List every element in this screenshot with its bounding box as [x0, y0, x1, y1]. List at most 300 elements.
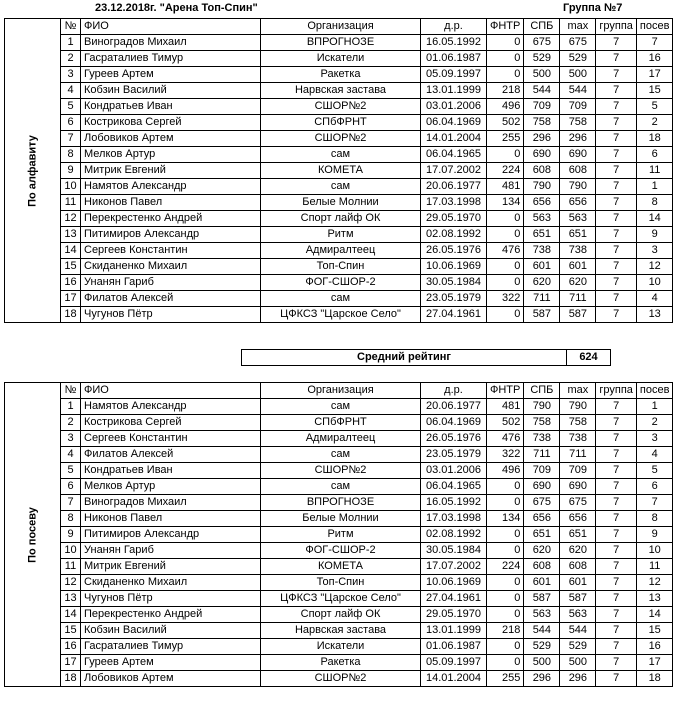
cell-group: 7 [596, 147, 637, 163]
table-row [5, 399, 673, 415]
table-row [5, 655, 673, 671]
table-row [5, 275, 673, 291]
cell-num: 4 [61, 447, 81, 463]
cell-max: 709 [560, 463, 596, 479]
cell-num: 15 [61, 259, 81, 275]
cell-seed: 10 [636, 543, 673, 559]
cell-max: 690 [560, 479, 596, 495]
cell-birthdate: 05.09.1997 [421, 67, 487, 83]
cell-group: 7 [596, 227, 637, 243]
cell-seed: 6 [636, 147, 673, 163]
cell-name: Сергеев Константин [81, 243, 261, 259]
cell-num: 13 [61, 227, 81, 243]
cell-name: Филатов Алексей [81, 291, 261, 307]
cell-spb: 500 [524, 655, 560, 671]
cell-seed: 13 [636, 307, 673, 323]
cell-org: КОМЕТА [261, 559, 421, 575]
cell-spb: 500 [524, 67, 560, 83]
cell-group: 7 [596, 195, 637, 211]
average-rating-label: Средний рейтинг [242, 350, 567, 366]
column-header-num: № [61, 19, 81, 35]
cell-seed: 15 [636, 623, 673, 639]
cell-seed: 17 [636, 655, 673, 671]
seeding-table [4, 382, 673, 687]
cell-seed: 2 [636, 115, 673, 131]
cell-seed: 18 [636, 131, 673, 147]
cell-num: 8 [61, 511, 81, 527]
cell-spb: 690 [524, 479, 560, 495]
cell-group: 7 [596, 639, 637, 655]
cell-seed: 5 [636, 463, 673, 479]
cell-group: 7 [596, 99, 637, 115]
cell-num: 6 [61, 479, 81, 495]
cell-org: сам [261, 399, 421, 415]
cell-fntr: 502 [487, 115, 524, 131]
cell-fntr: 218 [487, 623, 524, 639]
cell-birthdate: 13.01.1999 [421, 83, 487, 99]
cell-seed: 8 [636, 511, 673, 527]
cell-num: 9 [61, 527, 81, 543]
column-header-seed: посев [636, 383, 673, 399]
cell-num: 10 [61, 179, 81, 195]
cell-org: Адмиралтеец [261, 431, 421, 447]
cell-birthdate: 10.06.1969 [421, 259, 487, 275]
cell-org: СШОР№2 [261, 671, 421, 687]
header-row [5, 383, 673, 399]
table-row [5, 179, 673, 195]
cell-fntr: 481 [487, 399, 524, 415]
cell-fntr: 0 [487, 543, 524, 559]
cell-name: Митрик Евгений [81, 163, 261, 179]
cell-birthdate: 26.05.1976 [421, 243, 487, 259]
table-row [5, 131, 673, 147]
cell-name: Кондратьев Иван [81, 463, 261, 479]
cell-org: СШОР№2 [261, 463, 421, 479]
column-header-group: группа [596, 19, 637, 35]
cell-name: Чугунов Пётр [81, 307, 261, 323]
cell-name: Виноградов Михаил [81, 35, 261, 51]
cell-org: Ракетка [261, 67, 421, 83]
column-header-name: ФИО [81, 383, 261, 399]
cell-max: 690 [560, 147, 596, 163]
cell-org: Нарвская застава [261, 623, 421, 639]
cell-max: 711 [560, 447, 596, 463]
table-row [5, 99, 673, 115]
cell-birthdate: 17.03.1998 [421, 195, 487, 211]
cell-spb: 709 [524, 463, 560, 479]
cell-org: СПбФРНТ [261, 415, 421, 431]
column-header-birthdate: д.р. [421, 19, 487, 35]
column-header-fntr: ФНТР [487, 19, 524, 35]
cell-group: 7 [596, 655, 637, 671]
table-row [5, 527, 673, 543]
cell-fntr: 0 [487, 575, 524, 591]
cell-group: 7 [596, 51, 637, 67]
cell-max: 563 [560, 211, 596, 227]
cell-max: 709 [560, 99, 596, 115]
cell-org: ФОГ-СШОР-2 [261, 543, 421, 559]
cell-spb: 738 [524, 243, 560, 259]
cell-spb: 544 [524, 623, 560, 639]
cell-group: 7 [596, 67, 637, 83]
cell-max: 587 [560, 591, 596, 607]
cell-birthdate: 20.06.1977 [421, 399, 487, 415]
cell-spb: 620 [524, 275, 560, 291]
cell-num: 18 [61, 671, 81, 687]
cell-org: ВПРОГНОЗЕ [261, 35, 421, 51]
cell-name: Питимиров Александр [81, 527, 261, 543]
cell-max: 563 [560, 607, 596, 623]
cell-spb: 563 [524, 211, 560, 227]
cell-seed: 14 [636, 211, 673, 227]
cell-fntr: 0 [487, 211, 524, 227]
cell-max: 544 [560, 83, 596, 99]
cell-birthdate: 27.04.1961 [421, 591, 487, 607]
cell-group: 7 [596, 415, 637, 431]
cell-birthdate: 01.06.1987 [421, 51, 487, 67]
cell-birthdate: 23.05.1979 [421, 291, 487, 307]
cell-name: Намятов Александр [81, 399, 261, 415]
cell-group: 7 [596, 399, 637, 415]
cell-fntr: 0 [487, 607, 524, 623]
cell-num: 1 [61, 35, 81, 51]
cell-max: 620 [560, 275, 596, 291]
table-row [5, 639, 673, 655]
table-row [5, 147, 673, 163]
alphabetical-table [4, 18, 673, 323]
cell-seed: 12 [636, 575, 673, 591]
table-row [5, 291, 673, 307]
table-row [5, 415, 673, 431]
cell-spb: 601 [524, 575, 560, 591]
cell-group: 7 [596, 559, 637, 575]
cell-seed: 15 [636, 83, 673, 99]
cell-name: Чугунов Пётр [81, 591, 261, 607]
cell-name: Гасраталиев Тимур [81, 51, 261, 67]
cell-seed: 3 [636, 431, 673, 447]
cell-name: Кострикова Сергей [81, 415, 261, 431]
cell-spb: 656 [524, 195, 560, 211]
cell-spb: 563 [524, 607, 560, 623]
cell-name: Сергеев Константин [81, 431, 261, 447]
cell-max: 601 [560, 575, 596, 591]
cell-org: Белые Молнии [261, 511, 421, 527]
cell-group: 7 [596, 431, 637, 447]
cell-fntr: 218 [487, 83, 524, 99]
table-row [5, 259, 673, 275]
cell-birthdate: 23.05.1979 [421, 447, 487, 463]
cell-num: 10 [61, 543, 81, 559]
cell-birthdate: 17.07.2002 [421, 163, 487, 179]
cell-name: Кобзин Василий [81, 83, 261, 99]
cell-num: 4 [61, 83, 81, 99]
cell-seed: 16 [636, 51, 673, 67]
cell-seed: 10 [636, 275, 673, 291]
cell-max: 738 [560, 243, 596, 259]
cell-num: 7 [61, 495, 81, 511]
cell-org: Топ-Спин [261, 575, 421, 591]
average-rating-value: 624 [567, 350, 611, 366]
side-label: По алфавиту [26, 134, 38, 207]
cell-birthdate: 20.06.1977 [421, 179, 487, 195]
column-header-birthdate: д.р. [421, 383, 487, 399]
cell-seed: 14 [636, 607, 673, 623]
cell-max: 656 [560, 511, 596, 527]
table-row [5, 575, 673, 591]
cell-spb: 296 [524, 671, 560, 687]
cell-org: СПбФРНТ [261, 115, 421, 131]
cell-seed: 4 [636, 291, 673, 307]
cell-seed: 7 [636, 35, 673, 51]
cell-org: Ракетка [261, 655, 421, 671]
cell-org: Белые Молнии [261, 195, 421, 211]
cell-spb: 790 [524, 399, 560, 415]
cell-spb: 608 [524, 559, 560, 575]
cell-num: 14 [61, 607, 81, 623]
cell-group: 7 [596, 591, 637, 607]
cell-max: 529 [560, 51, 596, 67]
cell-spb: 675 [524, 495, 560, 511]
cell-group: 7 [596, 607, 637, 623]
cell-max: 544 [560, 623, 596, 639]
cell-birthdate: 30.05.1984 [421, 543, 487, 559]
cell-org: ФОГ-СШОР-2 [261, 275, 421, 291]
cell-birthdate: 13.01.1999 [421, 623, 487, 639]
cell-fntr: 134 [487, 195, 524, 211]
cell-fntr: 0 [487, 227, 524, 243]
cell-num: 2 [61, 51, 81, 67]
table-row [5, 447, 673, 463]
table-row [5, 163, 673, 179]
cell-org: Нарвская застава [261, 83, 421, 99]
cell-fntr: 0 [487, 495, 524, 511]
cell-seed: 5 [636, 99, 673, 115]
cell-seed: 11 [636, 163, 673, 179]
cell-fntr: 224 [487, 559, 524, 575]
cell-birthdate: 14.01.2004 [421, 671, 487, 687]
cell-max: 675 [560, 35, 596, 51]
cell-num: 8 [61, 147, 81, 163]
cell-seed: 16 [636, 639, 673, 655]
cell-fntr: 496 [487, 99, 524, 115]
cell-birthdate: 27.04.1961 [421, 307, 487, 323]
cell-max: 608 [560, 559, 596, 575]
cell-group: 7 [596, 115, 637, 131]
cell-seed: 9 [636, 527, 673, 543]
cell-org: Искатели [261, 639, 421, 655]
cell-seed: 1 [636, 179, 673, 195]
cell-org: сам [261, 479, 421, 495]
cell-name: Митрик Евгений [81, 559, 261, 575]
cell-birthdate: 29.05.1970 [421, 211, 487, 227]
cell-num: 12 [61, 211, 81, 227]
cell-birthdate: 29.05.1970 [421, 607, 487, 623]
cell-seed: 12 [636, 259, 673, 275]
cell-seed: 13 [636, 591, 673, 607]
cell-num: 16 [61, 275, 81, 291]
table-row [5, 607, 673, 623]
cell-org: сам [261, 147, 421, 163]
cell-num: 16 [61, 639, 81, 655]
cell-name: Намятов Александр [81, 179, 261, 195]
header-row [5, 19, 673, 35]
table-row [5, 623, 673, 639]
cell-spb: 608 [524, 163, 560, 179]
cell-org: ЦФКСЗ "Царское Село" [261, 591, 421, 607]
cell-name: Кострикова Сергей [81, 115, 261, 131]
cell-org: ВПРОГНОЗЕ [261, 495, 421, 511]
cell-fntr: 0 [487, 655, 524, 671]
cell-seed: 4 [636, 447, 673, 463]
cell-birthdate: 02.08.1992 [421, 527, 487, 543]
cell-birthdate: 01.06.1987 [421, 639, 487, 655]
cell-group: 7 [596, 511, 637, 527]
cell-group: 7 [596, 35, 637, 51]
cell-org: КОМЕТА [261, 163, 421, 179]
cell-org: ЦФКСЗ "Царское Село" [261, 307, 421, 323]
cell-group: 7 [596, 447, 637, 463]
table-row [5, 431, 673, 447]
cell-group: 7 [596, 479, 637, 495]
cell-max: 656 [560, 195, 596, 211]
cell-group: 7 [596, 527, 637, 543]
column-header-seed: посев [636, 19, 673, 35]
table-row [5, 51, 673, 67]
table-row [5, 227, 673, 243]
cell-max: 675 [560, 495, 596, 511]
cell-max: 711 [560, 291, 596, 307]
cell-group: 7 [596, 307, 637, 323]
cell-group: 7 [596, 243, 637, 259]
cell-num: 5 [61, 463, 81, 479]
cell-max: 651 [560, 527, 596, 543]
cell-name: Перекрестенко Андрей [81, 607, 261, 623]
column-header-group: группа [596, 383, 637, 399]
cell-spb: 690 [524, 147, 560, 163]
column-header-name: ФИО [81, 19, 261, 35]
cell-group: 7 [596, 131, 637, 147]
cell-num: 3 [61, 431, 81, 447]
cell-birthdate: 03.01.2006 [421, 99, 487, 115]
table-row [5, 463, 673, 479]
cell-group: 7 [596, 211, 637, 227]
cell-group: 7 [596, 83, 637, 99]
table-row [5, 543, 673, 559]
column-header-org: Организация [261, 19, 421, 35]
cell-fntr: 255 [487, 671, 524, 687]
cell-org: Адмиралтеец [261, 243, 421, 259]
cell-max: 500 [560, 67, 596, 83]
column-header-fntr: ФНТР [487, 383, 524, 399]
cell-org: сам [261, 291, 421, 307]
cell-num: 3 [61, 67, 81, 83]
cell-max: 296 [560, 131, 596, 147]
cell-org: Спорт лайф ОК [261, 211, 421, 227]
cell-seed: 17 [636, 67, 673, 83]
cell-num: 1 [61, 399, 81, 415]
cell-group: 7 [596, 259, 637, 275]
cell-max: 651 [560, 227, 596, 243]
table-row [5, 559, 673, 575]
cell-seed: 1 [636, 399, 673, 415]
cell-name: Скиданенко Михаил [81, 575, 261, 591]
cell-birthdate: 17.07.2002 [421, 559, 487, 575]
cell-name: Унанян Гариб [81, 543, 261, 559]
cell-name: Гуреев Артем [81, 67, 261, 83]
cell-name: Никонов Павел [81, 511, 261, 527]
column-header-max: max [560, 19, 596, 35]
cell-fntr: 322 [487, 291, 524, 307]
cell-fntr: 224 [487, 163, 524, 179]
cell-seed: 2 [636, 415, 673, 431]
cell-fntr: 0 [487, 67, 524, 83]
cell-name: Никонов Павел [81, 195, 261, 211]
cell-fntr: 476 [487, 243, 524, 259]
cell-spb: 790 [524, 179, 560, 195]
cell-seed: 3 [636, 243, 673, 259]
cell-max: 758 [560, 415, 596, 431]
event-date-venue: 23.12.2018г. "Арена Топ-Спин" [95, 2, 258, 14]
cell-seed: 7 [636, 495, 673, 511]
average-rating-box [241, 349, 611, 366]
cell-num: 7 [61, 131, 81, 147]
cell-group: 7 [596, 543, 637, 559]
cell-max: 620 [560, 543, 596, 559]
cell-name: Лобовиков Артем [81, 131, 261, 147]
cell-seed: 9 [636, 227, 673, 243]
cell-num: 15 [61, 623, 81, 639]
cell-org: Спорт лайф ОК [261, 607, 421, 623]
cell-max: 790 [560, 179, 596, 195]
cell-fntr: 0 [487, 639, 524, 655]
cell-name: Скиданенко Михаил [81, 259, 261, 275]
cell-max: 608 [560, 163, 596, 179]
cell-fntr: 476 [487, 431, 524, 447]
side-label-cell [5, 383, 61, 687]
cell-org: СШОР№2 [261, 131, 421, 147]
cell-fntr: 0 [487, 35, 524, 51]
table-row [5, 83, 673, 99]
cell-name: Лобовиков Артем [81, 671, 261, 687]
cell-birthdate: 30.05.1984 [421, 275, 487, 291]
cell-birthdate: 06.04.1969 [421, 415, 487, 431]
cell-fntr: 502 [487, 415, 524, 431]
cell-fntr: 134 [487, 511, 524, 527]
cell-group: 7 [596, 275, 637, 291]
column-header-max: max [560, 383, 596, 399]
cell-group: 7 [596, 463, 637, 479]
table-row [5, 35, 673, 51]
column-header-org: Организация [261, 383, 421, 399]
column-header-num: № [61, 383, 81, 399]
cell-group: 7 [596, 495, 637, 511]
column-header-spb: СПБ [524, 19, 560, 35]
cell-num: 18 [61, 307, 81, 323]
cell-name: Мелков Артур [81, 479, 261, 495]
cell-name: Кондратьев Иван [81, 99, 261, 115]
cell-fntr: 322 [487, 447, 524, 463]
cell-name: Кобзин Василий [81, 623, 261, 639]
cell-spb: 651 [524, 227, 560, 243]
cell-spb: 587 [524, 307, 560, 323]
cell-name: Гасраталиев Тимур [81, 639, 261, 655]
cell-spb: 709 [524, 99, 560, 115]
cell-name: Виноградов Михаил [81, 495, 261, 511]
table-row [5, 211, 673, 227]
cell-birthdate: 02.08.1992 [421, 227, 487, 243]
cell-name: Питимиров Александр [81, 227, 261, 243]
cell-fntr: 0 [487, 147, 524, 163]
